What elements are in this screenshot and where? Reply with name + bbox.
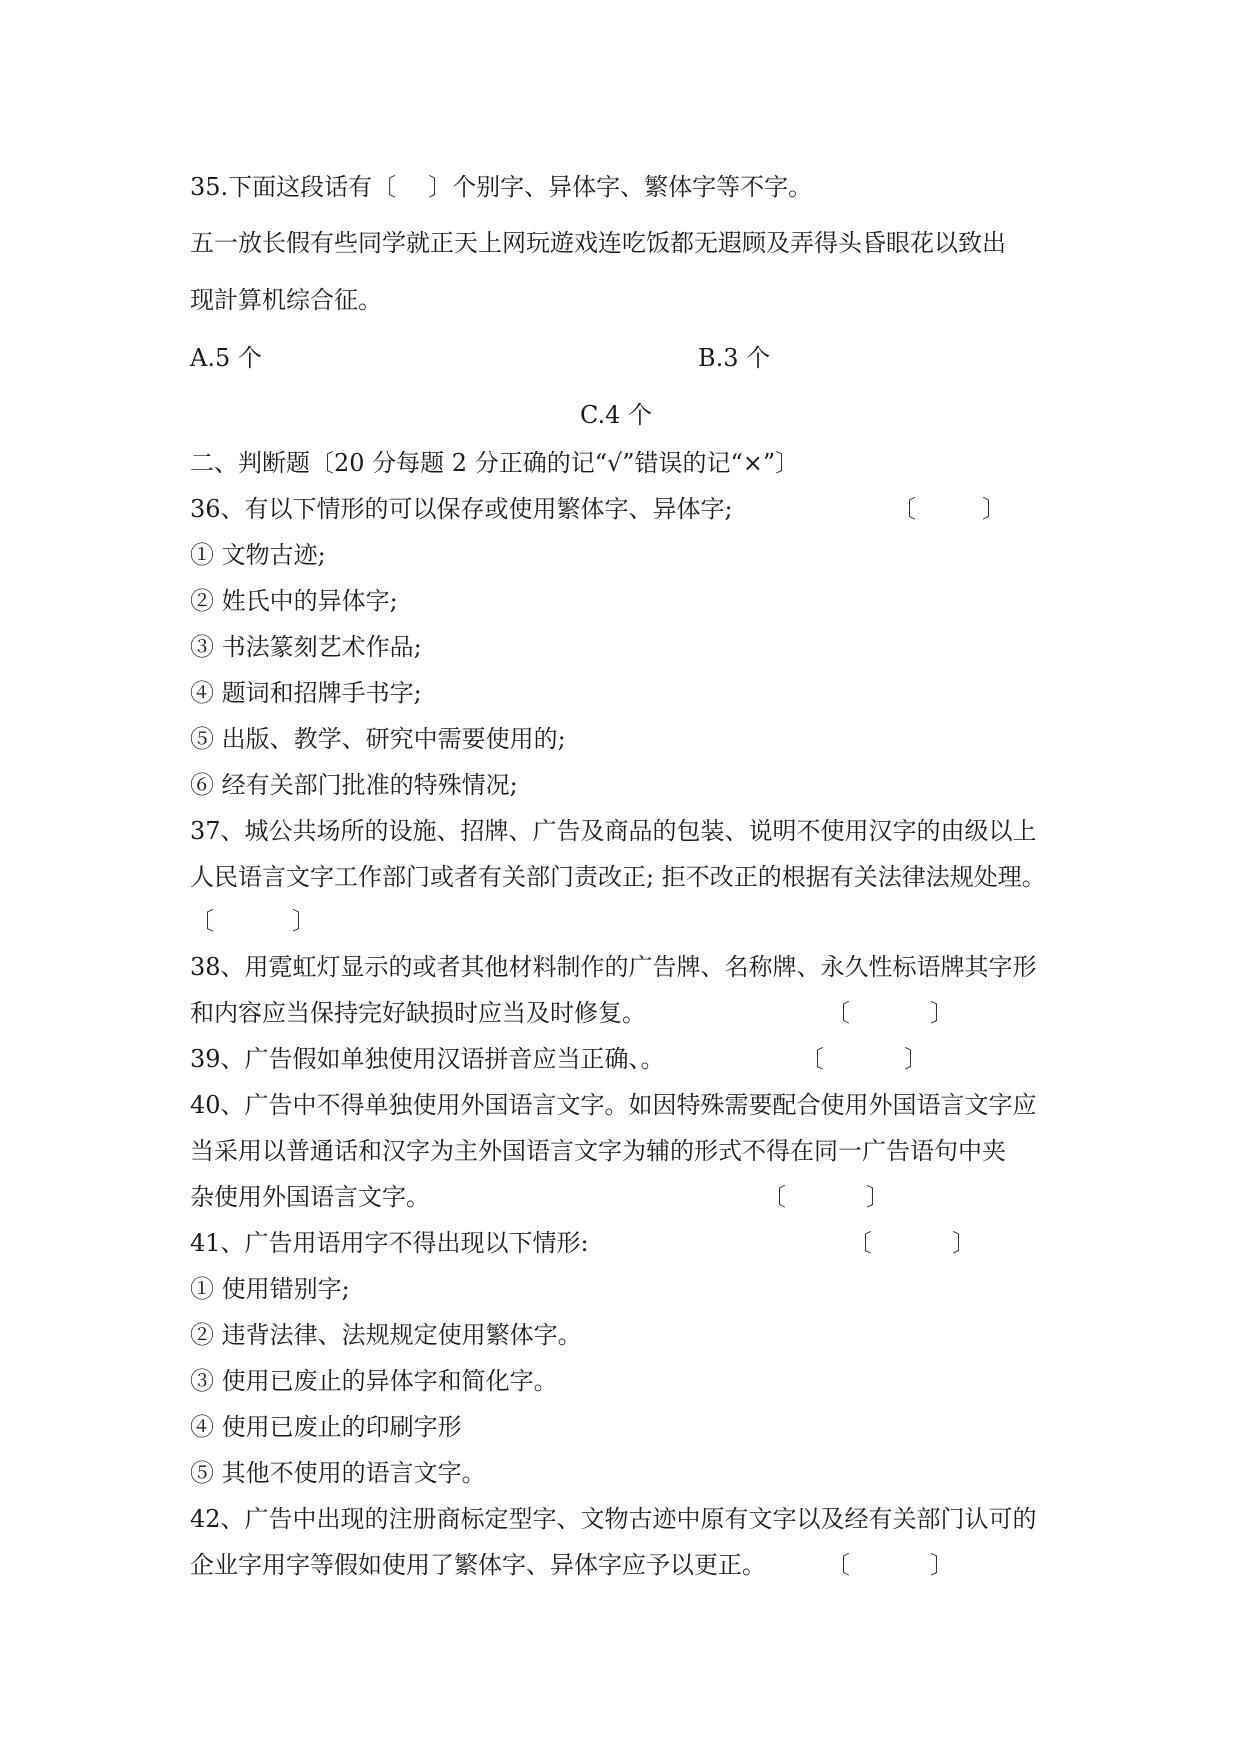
q37-line-2: 人民语言文字工作部门或者有关部门责改正; 拒不改正的根据有关法律法规处理。	[190, 863, 1046, 891]
q36-stem: 36、有以下情形的可以保存或使用繁体字、异体字;	[190, 495, 733, 523]
q36-item-5: ⑤ 出版、教学、研究中需要使用的;	[190, 725, 566, 753]
q38-line-2: 和内容应当保持完好缺损时应当及时修复。	[190, 999, 646, 1027]
q36-item-6: ⑥ 经有关部门批准的特殊情况;	[190, 771, 518, 799]
q41-item-1: ① 使用错别字;	[190, 1275, 350, 1303]
q36-item-3: ③ 书法篆刻艺术作品;	[190, 633, 422, 661]
q41-item-2: ② 违背法律、法规规定使用繁体字。	[190, 1321, 582, 1349]
q40-line-3: 杂使用外国语言文字。	[190, 1183, 430, 1211]
q36-item-2: ② 姓氏中的异体字;	[190, 587, 398, 615]
q36-item-4: ④ 题词和招牌手书字;	[190, 679, 422, 707]
section-2-heading: 二、判断题〔20 分每题 2 分正确的记“√”错误的记“×”〕	[190, 449, 800, 477]
q38-answer-bracket: 〔 〕	[826, 999, 954, 1027]
q37-line-1: 37、城公共场所的设施、招牌、广告及商品的包装、说明不使用汉字的由级以上	[190, 817, 1037, 845]
q37-answer-bracket: 〔 〕	[190, 907, 316, 935]
q40-line-1: 40、广告中不得单独使用外国语言文字。如因特殊需要配合使用外国语言文字应	[190, 1091, 1037, 1119]
q40-line-2: 当采用以普通话和汉字为主外国语言文字为辅的形式不得在同一广告语句中夹	[190, 1137, 1006, 1165]
q40-answer-bracket: 〔 〕	[762, 1183, 890, 1211]
q35-passage-line-2: 现計算机综合征。	[190, 286, 382, 314]
q36-answer-bracket: 〔 〕	[892, 495, 1006, 523]
q41-item-4: ④ 使用已废止的印刷字形	[190, 1413, 462, 1441]
q35-stem-part-a: 35.下面这段话有〔	[190, 173, 397, 201]
q36-item-1: ① 文物古迹;	[190, 541, 326, 569]
q41-answer-bracket: 〔 〕	[848, 1229, 976, 1257]
q41-stem: 41、广告用语用字不得出现以下情形:	[190, 1229, 589, 1257]
q41-item-5: ⑤ 其他不使用的语言文字。	[190, 1459, 486, 1487]
q35-passage-line-1: 五一放长假有些同学就正天上网玩遊戏连吃饭都无遐顾及弄得头昏眼花以致出	[190, 229, 1006, 257]
q35-option-a: A.5 个	[190, 344, 262, 372]
q42-line-1: 42、广告中出现的注册商标定型字、文物古迹中原有文字以及经有关部门认可的	[190, 1505, 1037, 1533]
q38-line-1: 38、用霓虹灯显示的或者其他材料制作的广告牌、名称牌、永久性标语牌其字形	[190, 953, 1037, 981]
q41-item-3: ③ 使用已废止的异体字和简化字。	[190, 1367, 558, 1395]
q39-answer-bracket: 〔 〕	[800, 1045, 928, 1073]
q42-line-2: 企业字用字等假如使用了繁体字、异体字应予以更正。	[190, 1551, 766, 1579]
q39-stem: 39、广告假如单独使用汉语拼音应当正确、。	[190, 1045, 665, 1073]
q35-stem-part-b: 〕个别字、异体字、繁体字等不字。	[428, 173, 813, 201]
q35-stem	[190, 172, 812, 202]
q42-answer-bracket: 〔 〕	[826, 1551, 954, 1579]
q35-option-b: B.3 个	[698, 344, 771, 372]
q35-option-c: C.4 个	[580, 401, 653, 429]
